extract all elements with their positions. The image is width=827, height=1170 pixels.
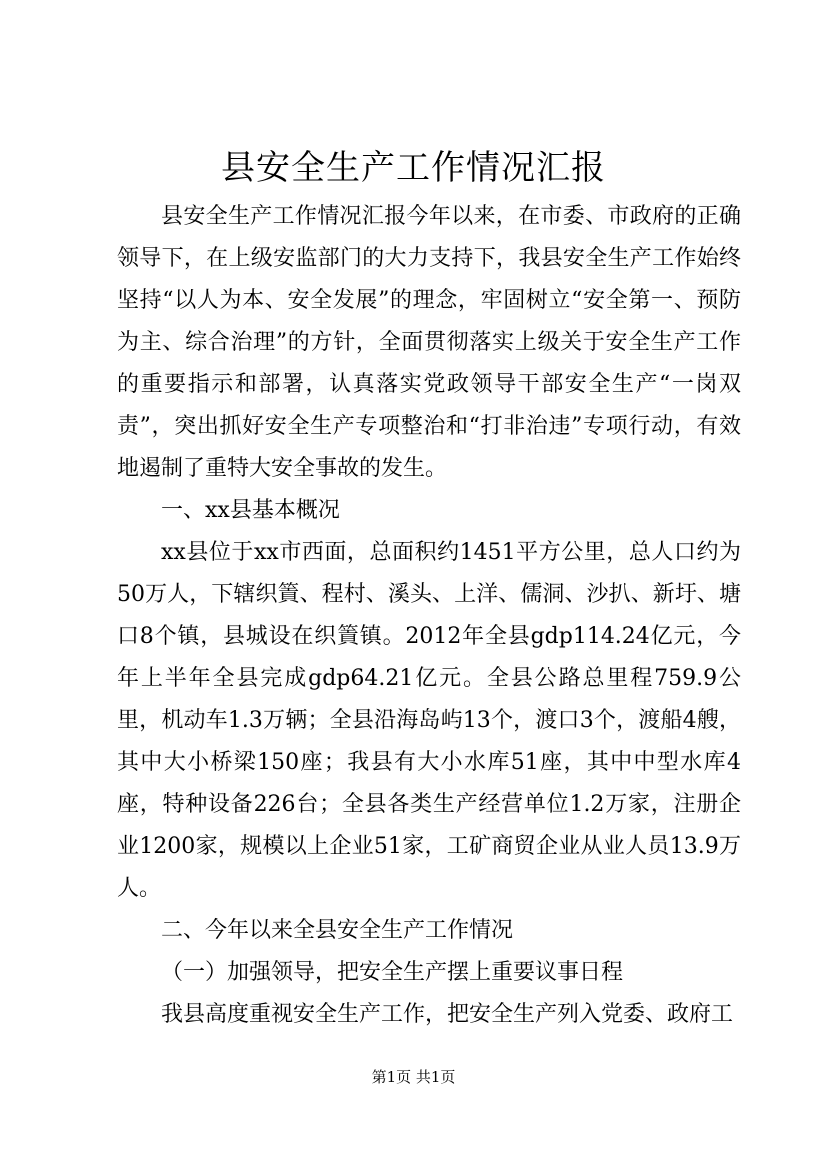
overview-paragraph: xx县位于xx市西面，总面积约1451平方公里，总人口约为50万人，下辖织篢、程村、溪头、上洋、儒洞、沙扒、新圩、塘口8个镇，县城设在织篢镇。2012年全县gdp114.24亿元，今年上半年全县完成gdp64.21亿元。全县公路总里程759.9公里，机动车1.3万辆；全县沿海岛屿13个，渡口3个，渡船4艘，其中大小桥梁150座；我县有大小水库51座，其中中型水库4座，特种设备226台；全县各类生产经营单位1.2万家，注册企业1200家，规模以上企业51家，工矿商贸企业从业人员13.9万人。: [117, 540, 741, 901]
intro-paragraph: 县安全生产工作情况汇报今年以来，在市委、市政府的正确领导下，在上级安监部门的大力支持下，我县安全生产工作始终坚持“以人为本、安全发展”的理念，牢固树立“安全第一、预防为主、综合治理”的方针，全面贯彻落实上级关于安全生产工作的重要指示和部署，认真落实党政领导干部安全生产“一岗双责”，突出抓好安全生产专项整治和“打非治违”专项行动，有效地遏制了重特大安全事故的发生。: [117, 204, 741, 481]
page-footer: 第1页 共1页: [371, 1068, 456, 1086]
document-title: 县安全生产工作情况汇报: [221, 148, 606, 188]
document-body: [117, 196, 741, 1036]
subsection-heading-1: （一）加强领导，把安全生产摆上重要议事日程: [161, 960, 624, 985]
section-heading-1: 一、xx县基本概况: [161, 498, 340, 523]
body-paragraph: 我县高度重视安全生产工作，把安全生产列入党委、政府工: [161, 1002, 734, 1027]
section-heading-2: 二、今年以来全县安全生产工作情况: [161, 918, 514, 943]
